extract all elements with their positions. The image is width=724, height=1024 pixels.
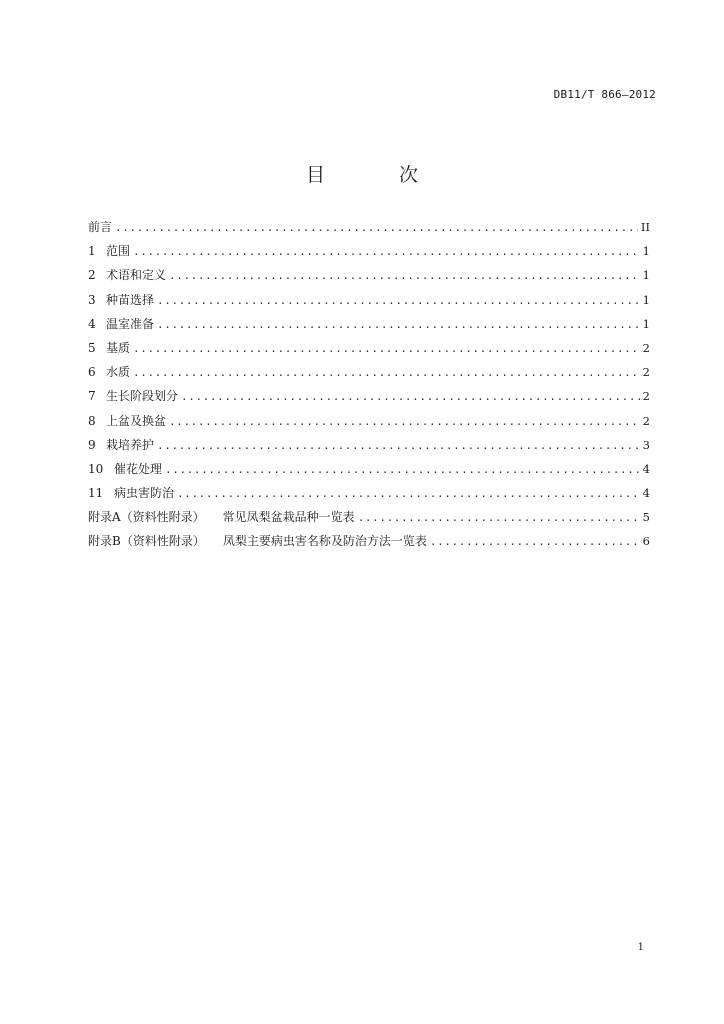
toc-entry-label: 上盆及换盆 [106, 413, 167, 428]
toc-entry-number: 6 [88, 365, 96, 380]
toc-entry-number: 5 [88, 340, 96, 355]
toc-entry-label: 病虫害防治 [114, 486, 175, 501]
toc-entry-number: 9 [88, 437, 96, 452]
standard-code: DB11/T 866—2012 [553, 88, 656, 101]
toc-entry-number: 7 [88, 389, 96, 404]
toc-entry-label: 凤梨主要病虫害名称及防治方法一览表 [222, 534, 427, 549]
toc-entry-appendix-b[interactable] [88, 529, 650, 553]
toc-entry-number: 2 [88, 268, 96, 283]
toc-leader-dots [157, 313, 640, 337]
toc-entry-page: 2 [642, 389, 650, 404]
toc-leader-dots [115, 216, 638, 240]
toc-entry-number: 10 [88, 461, 104, 476]
toc-entry-label: 温室准备 [106, 316, 155, 331]
toc-entry-label: 催花处理 [114, 461, 163, 476]
toc-entry-label: 水质 [106, 365, 131, 380]
toc-entry-page: 1 [642, 292, 650, 307]
toc-entry-number: 3 [88, 292, 96, 307]
toc-leader-dots [157, 289, 640, 313]
toc-entry-3[interactable] [88, 288, 650, 312]
toc-entry-page: 1 [642, 268, 650, 283]
toc-leader-dots [358, 506, 640, 530]
toc-entry-page: 3 [642, 437, 650, 452]
toc-leader-dots [165, 458, 640, 482]
toc-entry-label: 常见凤梨盆栽品种一览表 [222, 510, 355, 525]
toc-entry-5[interactable] [88, 336, 650, 360]
toc-entry-page: 1 [642, 316, 650, 331]
toc-leader-dots [133, 361, 640, 385]
toc-entry-page: 5 [642, 510, 650, 525]
toc-leader-dots [157, 434, 640, 458]
toc-appendix-prefix: 附录B（资料性附录） [88, 534, 205, 549]
toc-entry-label: 基质 [106, 340, 131, 355]
toc-entry-label: 栽培养护 [106, 437, 155, 452]
toc-entry-page: 6 [642, 534, 650, 549]
toc-entry-number: 1 [88, 244, 96, 259]
toc-entry-2[interactable] [88, 263, 650, 287]
toc-entry-page: 1 [642, 244, 650, 259]
toc-entry-page: II [640, 220, 650, 234]
toc-leader-dots [133, 337, 640, 361]
toc-entry-foreword[interactable] [88, 215, 650, 239]
toc-entry-page: 2 [642, 365, 650, 380]
toc-entry-1[interactable] [88, 239, 650, 263]
toc-entry-7[interactable] [88, 384, 650, 408]
toc-entry-label: 术语和定义 [106, 268, 167, 283]
toc-entry-11[interactable] [88, 481, 650, 505]
table-of-contents [88, 215, 650, 554]
toc-leader-dots [181, 385, 640, 409]
toc-entry-number: 11 [88, 486, 104, 501]
toc-entry-label: 生长阶段划分 [106, 389, 179, 404]
toc-entry-number: 4 [88, 316, 96, 331]
toc-entry-page: 4 [642, 461, 650, 476]
toc-entry-4[interactable] [88, 312, 650, 336]
toc-leader-dots [177, 482, 640, 506]
toc-entry-8[interactable] [88, 409, 650, 433]
toc-entry-page: 4 [642, 486, 650, 501]
toc-entry-number: 8 [88, 413, 96, 428]
toc-leader-dots [133, 240, 640, 264]
page-number: 1 [637, 942, 644, 953]
toc-entry-label: 范围 [106, 244, 131, 259]
toc-entry-appendix-a[interactable] [88, 505, 650, 529]
toc-leader-dots [430, 530, 640, 554]
toc-entry-page: 2 [642, 413, 650, 428]
toc-leader-dots [169, 410, 640, 434]
toc-entry-label: 前言 [88, 220, 113, 234]
toc-entry-9[interactable] [88, 433, 650, 457]
toc-entry-label: 种苗选择 [106, 292, 155, 307]
toc-entry-6[interactable] [88, 360, 650, 384]
toc-leader-dots [169, 264, 640, 288]
toc-entry-10[interactable] [88, 457, 650, 481]
toc-appendix-prefix: 附录A（资料性附录） [88, 510, 205, 525]
page-title: 目 次 [305, 164, 453, 186]
toc-entry-page: 2 [642, 340, 650, 355]
